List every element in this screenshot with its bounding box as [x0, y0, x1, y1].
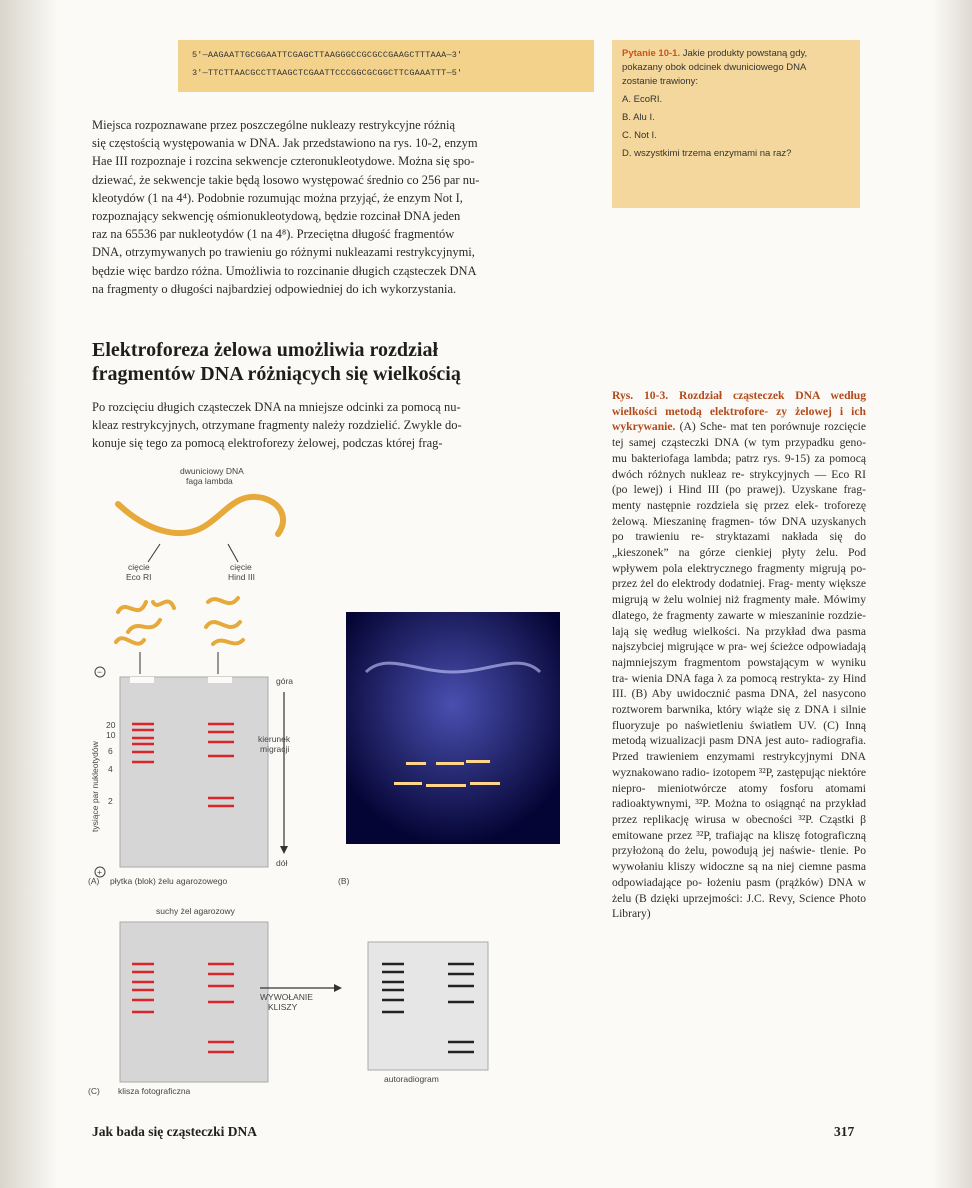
section-heading	[92, 338, 552, 386]
panel-c-label: (C)	[88, 1086, 100, 1096]
intro-line: Miejsca rozpoznawane przez poszczególne nukleazy restrykcyjne różnią	[92, 118, 456, 132]
heading-line: Elektroforeza żelowa umożliwia rozdział	[92, 339, 439, 361]
section-line: Po rozcięciu długich cząsteczek DNA na mniejsze odcinki za pomocą nu-	[92, 400, 461, 414]
question-option-d: D. wszystkimi trzema enzymami na raz?	[622, 148, 792, 159]
question-box	[612, 40, 860, 208]
question-option-c: C. Not I.	[622, 130, 657, 141]
dna-label-1: dwuniciowy DNA	[180, 466, 244, 476]
question-line-2: pokazany obok odcinek dwuniciowego DNA	[622, 62, 807, 73]
sequence-top-strand: 5'—AAGAATTGCGGAATTCGAGCTTAAGGGCCGCGCCGAAGCTTTAAA—3'	[192, 50, 463, 60]
intro-line: DNA, otrzymywanych po trawieniu go różnymi nukleazami restrykcyjnymi,	[92, 245, 475, 260]
dna-sequence-box	[178, 40, 594, 92]
intro-line: dziewać, że sekwencje takie będą losowo występować średnio co 256 par nu-	[92, 172, 480, 187]
plus-sign: +	[97, 867, 102, 877]
section-line: kleaz restrykcyjnych, otrzymane fragmenty należy rozdzielić. Zwykle do-	[92, 418, 462, 433]
intro-line: Hae III rozpoznaje i rozcina sekwencje czteronukleotydowe. Można się spo-	[92, 154, 475, 169]
panel-b-label: (B)	[338, 876, 350, 886]
question-tag: Pytanie 10-1.	[622, 48, 681, 59]
tick-6: 6	[108, 746, 113, 756]
figure-caption	[612, 388, 866, 922]
caption-title: Rys. 10-3. Rozdział cząsteczek DNA według wielkości metodą elektrofore- zy żelowej i ich wykrywanie.	[612, 389, 866, 434]
running-footer-title: Jak bada się cząsteczki DNA	[92, 1124, 257, 1139]
tick-10: 10	[106, 730, 116, 740]
section-line: konuje się tego za pomocą elektroforezy żelowej, podczas której frag-	[92, 436, 443, 451]
intro-line: na fragmenty o długości najbardziej odpowiedniej do ich wykorzystania.	[92, 281, 457, 296]
sequence-bottom-strand: 3'—TTCTTAACGCCTTAAGCTCGAATTCCCGGCGCGGCTTCGAAATTT—5'	[192, 68, 463, 78]
gel-plate-label: płytka (blok) żelu agarozowego	[110, 876, 228, 886]
direction-label-2: migracji	[260, 744, 290, 754]
dna-label-2: faga lambda	[186, 476, 233, 486]
cut-eco-label-2: Eco RI	[126, 572, 152, 582]
cut-eco-label-1: cięcie	[128, 562, 150, 572]
top-label: góra	[276, 676, 294, 686]
page-edge-shadow	[932, 0, 972, 1188]
intro-line: raz na 65536 par nukleotydów (1 na 4⁸). Przeciętna długość fragmentów	[92, 227, 455, 242]
intro-line: rozpoznający sekwencję ośmionukleotydową, będzie rozcinał DNA jeden	[92, 209, 461, 224]
caption-text: (A) Sche- mat ten porównuje rozcięcie tej samej cząsteczki DNA (w tym przypadku geno- mu bakteriofaga lambda; patrz rys. 9-15) za pomocą dwóch różnych nukleaz re- strykcyjnych — Eco RI (po lewej) i Hind III (po prawej). Uzyskane frag- menty następnie rozdziela się przez elek- troforezę żelową. Mieszaninę fragmen- tów DNA uzyskanych po trawieniu re- stryktazami nakłada się do „kieszonek” na górze cienkiej płyty żelu. Pod wpływem pola elektrycznego fragmenty migrują po- przez żel do elektrody dodatniej. Frag- menty większe migrują w żelu wolniej niż fragmenty małe. Mówimy dlatego, że fragmenty zawarte w mieszaninie rozdzie- lają się według wielkości. Na przykład dwa pasma najszybciej migrujące w pra- wej ścieżce odpowiadają najmniejszym fragmentom powstającym w wyniku tra- wienia DNA faga λ za pomocą restrykta- zy Hind III. (B) Aby uwidocznić pasma DNA, żel nasycono roztworem barwnika, który wiąże się z DNA i silnie fluoryzuje po naświetleniu światłem UV. (C) Inną metodą wizualizacji pasm DNA jest auto- radiografia. Przed trawieniem enzymami restrykcyjnymi DNA wyznakowano radio- izotopem ³²P, zastępując niektóre niepro- mieniotwórcze atomy fosforu atomami radioaktywnymi, ³²P. Można to osiągnąć na przykład przez replikację wirusa w obecności ³²P. Cząstki β emitowane przez ³²P, trafiając na kliszę fotograficzną przyłożoną do żelu, powodują jej naświe- tlenie. Po wywołaniu kliszy widoczne są na niej ciemne pasma odpowiadające po- łożeniu pasm (prążków) DNA w żelu (B dzięki uprzejmości: J.C. Revy, Science Photo Library)	[612, 420, 866, 921]
intro-line: kleotydów (1 na 4⁴). Podobnie rozumując można przyjąć, że enzym Not I,	[92, 190, 463, 205]
develop-label-1: WYWOŁANIE	[260, 992, 313, 1002]
intro-line: się częstością występowania w DNA. Jak przedstawiono na rys. 10-2, enzym	[92, 136, 478, 151]
eco-fragments-icon	[116, 602, 174, 644]
panel-a-label: (A)	[88, 876, 100, 886]
page-gutter-shadow	[0, 0, 58, 1188]
lambda-dna-strand-icon	[118, 497, 283, 534]
develop-label-2: KLISZY	[268, 1002, 298, 1012]
hind-fragments-icon	[206, 598, 243, 644]
question-line-1: Pytanie 10-1. Jakie produkty powstaną gdy,	[622, 48, 808, 59]
cut-hind-label-2: Hind III	[228, 572, 255, 582]
direction-label-1: kierunek	[258, 734, 291, 744]
gel-photo	[346, 612, 560, 844]
develop-arrow-icon	[334, 984, 342, 992]
question-option-a: A. EcoRI.	[622, 94, 663, 105]
intro-line: będzie więc bardzo różna. Umożliwia to rozcinanie długich cząsteczek DNA	[92, 263, 477, 278]
bottom-label: dół	[276, 858, 288, 868]
dry-gel-label: suchy żel agarozowy	[156, 906, 235, 916]
tick-4: 4	[108, 764, 113, 774]
tick-2: 2	[108, 796, 113, 806]
page-number: 317	[834, 1124, 855, 1139]
question-option-b: B. Alu I.	[622, 112, 655, 123]
cut-hind-label-1: cięcie	[230, 562, 252, 572]
intro-paragraph	[92, 116, 554, 298]
section-paragraph	[92, 398, 554, 453]
film-label: klisza fotograficzna	[118, 1086, 191, 1096]
tick-20: 20	[106, 720, 116, 730]
question-line-3: zostanie trawiony:	[622, 76, 699, 87]
migration-arrow-icon	[280, 846, 288, 854]
y-axis-label: tysiące par nukleotydów	[90, 741, 100, 832]
minus-sign: −	[97, 667, 102, 677]
heading-line: fragmentów DNA różniących się wielkością	[92, 363, 461, 385]
autoradiogram-label: autoradiogram	[384, 1074, 439, 1084]
